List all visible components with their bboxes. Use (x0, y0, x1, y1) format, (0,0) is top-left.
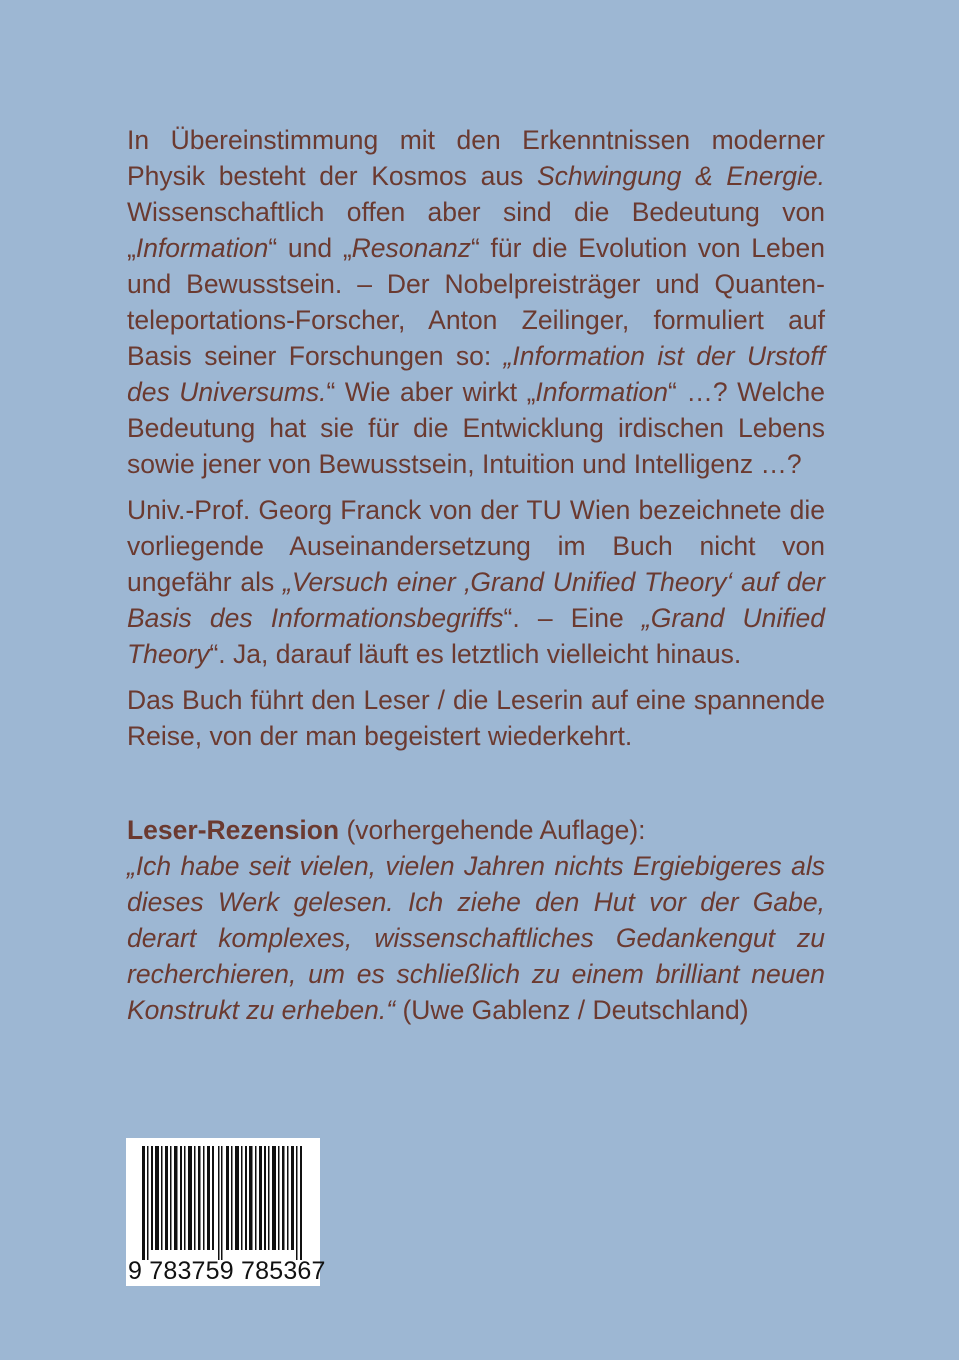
intro-emphasis-4: „Information ist der Urstoff des Universums. (127, 341, 825, 407)
intro-text-5: “ Wie aber wirkt „ (326, 377, 536, 407)
intro-emphasis-5: Information (535, 377, 668, 407)
intro-text-4: “ für die Evolution von Leben und Bewusstsein. – Der Nobelpreisträger und Quantenteleportations-Forscher, Anton Zeilinger, formuliert auf Basis seiner Forschungen so: (127, 233, 825, 371)
review-heading-rest: (vorhergehende Auflage): (339, 815, 646, 845)
professor-text-1: Univ.-Prof. Georg Franck von der TU Wien bezeichnete die vorliegende Auseinandersetzung im Buch nicht von ungefähr als (127, 495, 825, 597)
intro-emphasis-1: Schwingung & Energie. (536, 161, 825, 191)
review-heading (127, 812, 825, 848)
review-quote-paragraph (127, 848, 825, 1028)
intro-text-1: In Übereinstimmung mit den Erkenntnissen moderner Physik besteht der Kosmos aus (127, 125, 825, 191)
professor-paragraph (127, 492, 825, 672)
reader-review (127, 812, 825, 1028)
isbn-digits: 9 783759 785367 (128, 1257, 326, 1285)
review-heading-bold: Leser-Rezension (127, 815, 340, 845)
review-quote: „Ich habe seit vielen, vielen Jahren nichts Ergiebigeres als dieses Werk gelesen. Ich ziehe den Hut vor der Gabe, derart komplexes, wissenschaftliches Gedankengut zu recherchieren, um es schließlich zu einem brilliant neuen Konstrukt zu erheben.“ (127, 851, 825, 1025)
intro-emphasis-3: Resonanz (351, 233, 471, 263)
isbn-barcode (126, 1138, 326, 1286)
intro-text-6: “ …? Welche Bedeutung hat sie für die Entwicklung irdischen Lebens sowie jener von Bewusstsein, Intuition und Intelligenz …? (127, 377, 825, 479)
intro-text-2: Wissenschaftlich offen aber sind die Bedeutung von „ (127, 197, 825, 263)
professor-emphasis-2: „Grand Unified Theory (127, 603, 825, 669)
professor-text-2: “. – Eine (503, 603, 642, 633)
intro-text-3: “ und „ (268, 233, 352, 263)
professor-text-3: “. Ja, darauf läuft es letztlich vielleicht hinaus. (209, 639, 742, 669)
intro-emphasis-2: Information (135, 233, 269, 263)
professor-emphasis-1: „Versuch einer ‚Grand Unified Theory‘ auf der Basis des Informationsbegriffs (127, 567, 825, 633)
intro-paragraph (127, 122, 825, 482)
review-attribution: (Uwe Gablenz / Deutschland) (402, 995, 749, 1025)
journey-paragraph: Das Buch führt den Leser / die Leserin auf eine spannende Reise, von der man begeistert wiederkehrt. (127, 685, 825, 751)
blurb-text-block (127, 122, 825, 1028)
